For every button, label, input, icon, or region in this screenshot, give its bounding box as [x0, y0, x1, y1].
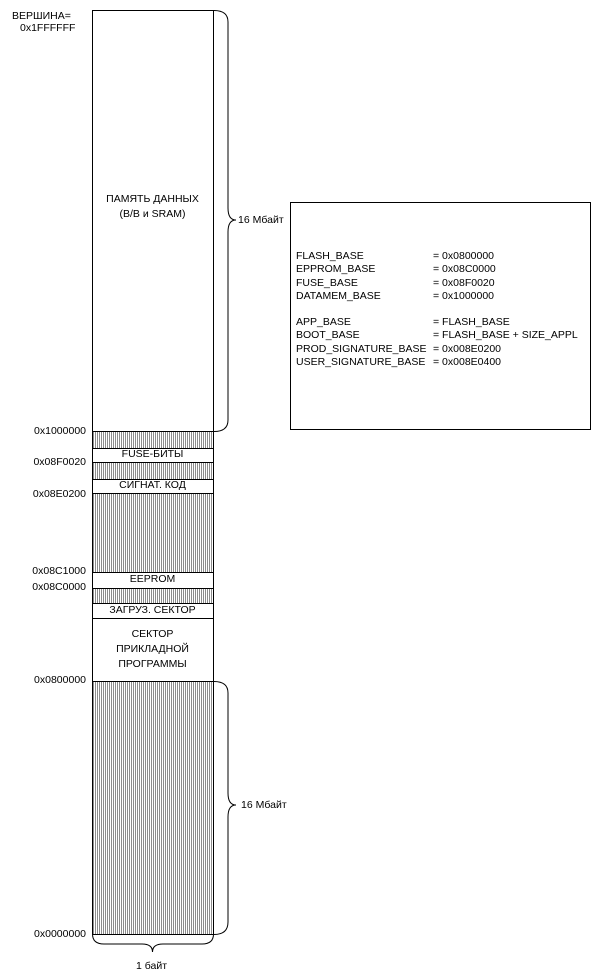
data-memory-label-line1: ПАМЯТЬ ДАННЫХ	[106, 193, 199, 205]
define-value: = FLASH_BASE	[433, 316, 510, 328]
define-name: PROD_SIGNATURE_BASE	[296, 343, 427, 355]
define-row	[296, 343, 501, 356]
address-08e0200: 0x08E0200	[32, 488, 86, 500]
define-name: APP_BASE	[296, 316, 351, 328]
address-08c0000: 0x08C0000	[32, 581, 86, 593]
define-row	[296, 250, 494, 263]
address-0000000: 0x0000000	[34, 928, 86, 940]
define-value: = 0x008E0400	[433, 356, 502, 368]
define-row	[296, 316, 510, 329]
define-value: = 0x08C0000	[433, 263, 496, 275]
app-label-line3: ПРОГРАММЫ	[118, 658, 187, 670]
eeprom-label: EEPROM	[129, 573, 176, 585]
define-name: FLASH_BASE	[296, 250, 364, 262]
address-08c1000: 0x08C1000	[32, 565, 86, 577]
define-name: FUSE_BASE	[296, 277, 358, 289]
define-value: = 0x0800000	[433, 250, 495, 262]
define-row	[296, 356, 501, 369]
fuse-label: FUSE-БИТЫ	[121, 448, 184, 460]
address-0800000: 0x0800000	[34, 674, 86, 686]
define-value: = 0x1000000	[433, 290, 495, 302]
upper-size-label: 16 Мбайт	[238, 214, 284, 226]
lower-size-label: 16 Мбайт	[241, 799, 287, 811]
define-name: EPPROM_BASE	[296, 263, 376, 275]
define-row	[296, 329, 578, 342]
address-08f0020: 0x08F0020	[33, 456, 86, 468]
base-definitions-box	[290, 202, 591, 430]
define-name: USER_SIGNATURE_BASE	[296, 356, 426, 368]
define-name: DATAMEM_BASE	[296, 290, 381, 302]
boot-label: ЗАГРУЗ. СЕКТОР	[109, 604, 196, 616]
signature-label: СИГНАТ. КОД	[119, 479, 186, 491]
app-label-line1: СЕКТОР	[131, 628, 174, 640]
width-label: 1 байт	[136, 960, 168, 972]
define-value: = 0x08F0020	[433, 277, 495, 289]
define-value: = FLASH_BASE + SIZE_APPL	[433, 329, 578, 341]
address-1000000: 0x1000000	[34, 425, 86, 437]
define-row	[296, 290, 494, 303]
app-label-line2: ПРИКЛАДНОЙ	[116, 643, 189, 655]
define-row	[296, 263, 496, 276]
top-label: ВЕРШИНА=	[12, 10, 71, 22]
define-value: = 0x008E0200	[433, 343, 502, 355]
data-memory-label-line2: (В/В и SRAM)	[119, 208, 186, 220]
top-address: 0x1FFFFFF	[20, 22, 76, 34]
define-name: BOOT_BASE	[296, 329, 360, 341]
define-row	[296, 277, 495, 290]
